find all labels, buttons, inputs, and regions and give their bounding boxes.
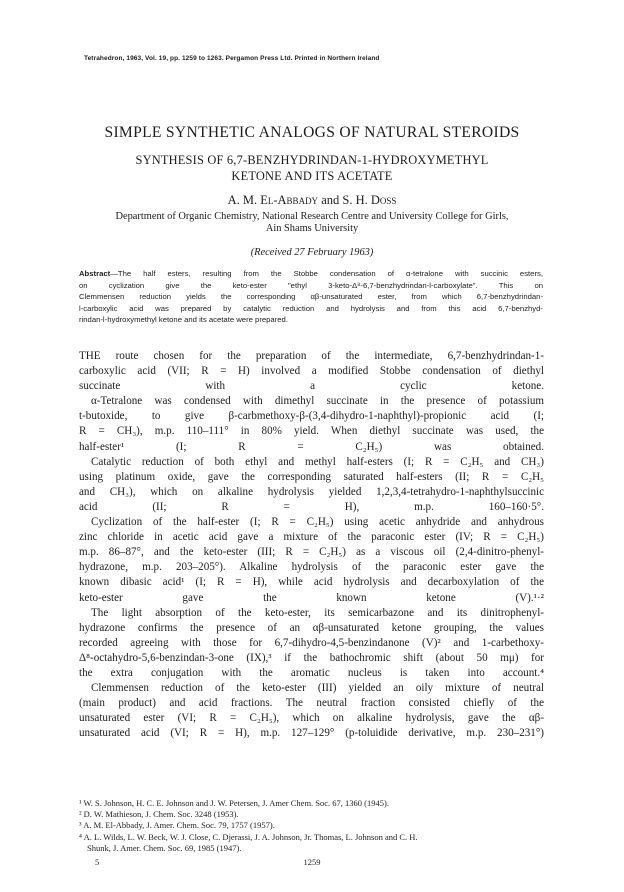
body-line: Δ⁸-octahydro-5,6-benzindan-3-one (IX),³ if the bathochromic shift (about 50 mμ) for	[79, 651, 544, 664]
page-number: 1259	[303, 857, 321, 867]
author-2-initials: S. H.	[342, 193, 371, 207]
footnote-continuation: Shunk, J. Amer. Chem. Soc. 69, 1985 (1947).	[87, 842, 242, 853]
body-line: THE route chosen for the preparation of the intermediate, 6,7-benzhydrindan-1-	[79, 350, 544, 362]
body-line: succinate with a cyclic ketone.	[79, 380, 544, 393]
abstract-line: rindan-l-hydroxymethyl ketone and its acetate were prepared.	[79, 315, 288, 325]
body-line: m.p. 86–87°, and the keto-ester (III; R = C₂H₅) as a viscous oil (2,4-dinitro-phenyl-	[79, 546, 544, 559]
body-line: Clemmensen reduction of the keto-ester (III) yielded an oily mixture of neutral	[91, 682, 544, 695]
author-1-surname: El-Abbady	[260, 193, 319, 207]
body-line: half-ester¹ (I; R = C₂H₅) was obtained.	[79, 440, 544, 453]
abstract-line	[79, 268, 543, 280]
body-text	[79, 349, 544, 741]
body-line: the extra conjugation with the aromatic nucleus is taken into account.⁴	[79, 666, 544, 679]
abstract-line: on cyclization give the keto-ester "ethyl 3-keto-Δ⁸-6,7-benzhydrindan-l-carboxylate". This on	[79, 280, 543, 290]
body-line: t-butoxide, to give β-carbmethoxy-β-(3,4-dihydro-1-naphthyl)-propionic acid (I;	[79, 410, 544, 423]
author-2-surname: Doss	[370, 193, 397, 207]
signature-mark: 5	[95, 857, 100, 867]
article-title: SIMPLE SYNTHETIC ANALOGS OF NATURAL STEROIDS	[104, 124, 520, 141]
body-line: hydrazone, m.p. 203–205°). Alkaline hydrolysis of the paraconic ester gave the	[79, 561, 544, 574]
footnote: ² D. W. Mathieson, J. Chem. Soc. 3248 (1953).	[79, 809, 239, 820]
author-1-initials: A. M.	[227, 193, 261, 207]
author-conjunction: and	[318, 193, 343, 207]
abstract-label: Abstract	[79, 269, 111, 278]
abstract-line-text: —The half esters, resulting from the Stobbe condensation of α-tetralone with succinic esters,	[110, 269, 543, 278]
body-line: using platinum oxide, gave the corresponding saturated half-esters (II; R = C₂H₅	[79, 470, 544, 483]
body-line: and CH₃), which on alkaline hydrolysis yielded 1,2,3,4-tetrahydro-1-naphthylsuccinic	[79, 485, 544, 498]
body-line: carboxylic acid (VII; R = H) involved a modified Stobbe condensation of diethyl	[79, 365, 544, 378]
body-line: hydrazone confirms the presence of an αβ-unsaturated ketone grouping, the values	[79, 621, 544, 634]
body-line: R = CH₃), m.p. 110–111° in 80% yield. When diethyl succinate was used, the	[79, 425, 544, 438]
running-head: Tetrahedron, 1963, Vol. 19, pp. 1259 to 1263. Pergamon Press Ltd. Printed in Northern Ireland	[84, 55, 380, 62]
body-line: unsaturated ester (VI; R = C₂H₅), which on alkaline hydrolysis, gave the αβ-	[79, 712, 544, 725]
footnote: ⁴ A. L. Wilds, L. W. Beck, W. J. Close, C. Djerassi, J. A. Johnson, Jr. Thomas, L. Johnson and C. H.	[79, 831, 418, 842]
body-line: recorded agreeing with those for 6,7-dihydro-4,5-benzindanone (V)² and 1-carbethoxy-	[79, 636, 544, 649]
body-line: The light absorption of the keto-ester, its semicarbazone and its dinitrophenyl-	[91, 606, 544, 619]
body-line: Cyclization of the half-ester (I; R = C₂H₅) using acetic anhydride and anhydrous	[91, 516, 544, 529]
affiliation-line-2: Ain Shams University	[265, 223, 359, 234]
body-line: Catalytic reduction of both ethyl and methyl half-esters (I; R = C₂H₅ and CH₃)	[91, 455, 544, 468]
body-line: keto-ester gave the known ketone (V).¹·²	[79, 591, 544, 604]
body-line: known dibasic acid¹ (I; R = H), while acid hydrolysis and decarboxylation of the	[79, 576, 544, 589]
abstract-line: l-carboxylic acid was prepared by catalytic reduction and hydrolysis and from this acid 6,7-benzhyd-	[79, 303, 543, 313]
body-line: α-Tetralone was condensed with dimethyl succinate in the presence of potassium	[91, 395, 544, 408]
author-line	[0, 193, 624, 208]
footnote: ¹ W. S. Johnson, H. C. E. Johnson and J. W. Petersen, J. Amer Chem. Soc. 67, 1360 (1945).	[79, 798, 389, 808]
body-line: zinc chloride in acetic acid gave a mixture of the paraconic ester (IV; R = C₂H₅)	[79, 531, 544, 544]
body-line: acid (II; R = H), m.p. 160–160·5°.	[79, 500, 544, 513]
footnote: ³ A. M. El-Abbady, J. Amer. Chem. Soc. 79, 1757 (1957).	[79, 820, 275, 831]
body-line: unsaturated acid (VI; R = H), m.p. 127–129° (p-toluidide derivative, m.p. 230–231°)	[79, 727, 544, 740]
footnotes	[79, 798, 544, 854]
body-line: (main product) and acid fractions. The neutral fraction consisted chiefly of the	[79, 697, 544, 710]
article-subtitle-line-2: KETONE AND ITS ACETATE	[231, 169, 393, 183]
received-date: (Received 27 February 1963)	[250, 247, 374, 258]
abstract	[79, 268, 543, 326]
affiliation-line-1: Department of Organic Chemistry, National Research Centre and University College for Girls,	[115, 211, 509, 222]
article-subtitle-line-1: SYNTHESIS OF 6,7-BENZHYDRINDAN-1-HYDROXYMETHYL	[135, 153, 489, 167]
abstract-line: Clemmensen reduction yields the corresponding αβ-unsaturated ester, from which 6,7-benzhydrindan-	[79, 292, 543, 302]
